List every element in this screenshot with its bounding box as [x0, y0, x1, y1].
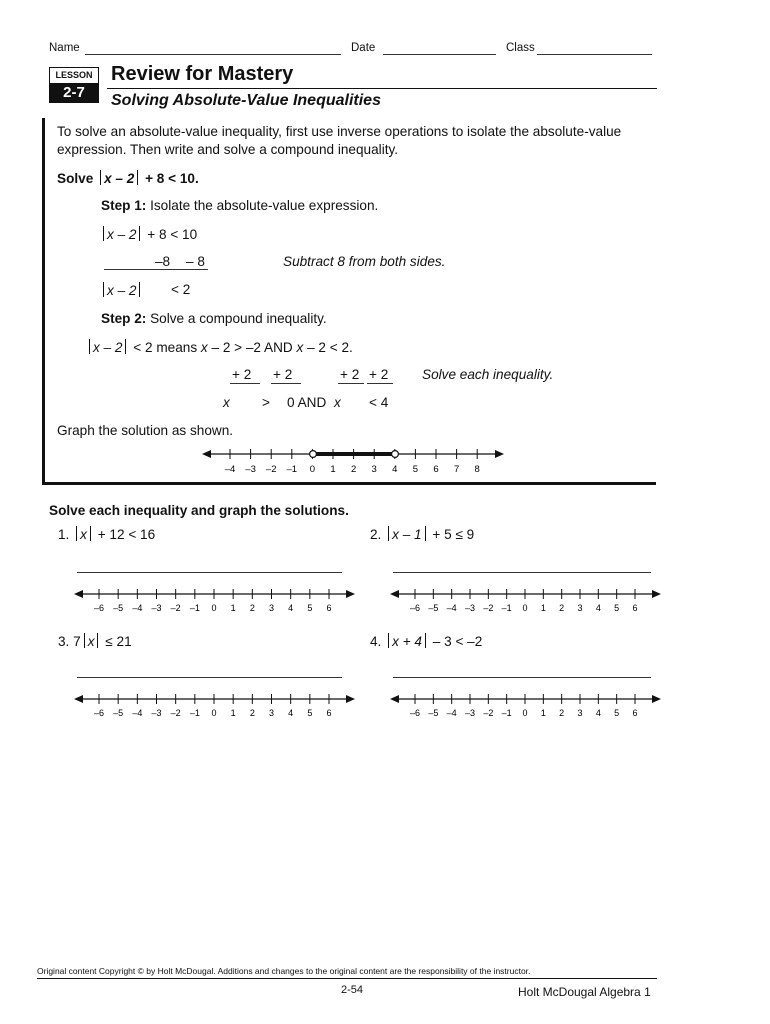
problem-1-number: 1.	[58, 527, 70, 542]
tick-label: –1	[501, 603, 512, 613]
arrow-left-icon	[74, 695, 83, 703]
step1-line1-inner: x – 2	[107, 227, 137, 242]
tick-label: –4	[446, 603, 457, 613]
tick-label: 0	[309, 464, 316, 475]
arrow-left-icon	[74, 590, 83, 598]
plus-underline-1	[230, 383, 260, 384]
problem-2-rest: + 5 ≤ 9	[432, 527, 475, 542]
arrow-right-icon	[652, 695, 661, 703]
tick-label: 0	[211, 603, 217, 613]
problem-2-inner: x – 1	[392, 527, 422, 542]
exercise-heading: Solve each inequality and graph the solutions.	[49, 503, 349, 518]
arrow-left-icon	[390, 590, 399, 598]
problem-3-inner: x	[87, 634, 95, 649]
tick-label: 1	[540, 708, 546, 718]
solve-word: Solve	[57, 171, 94, 186]
solve-example	[57, 170, 199, 186]
step1-minus-b: – 8	[186, 254, 205, 269]
step2-line1-a: < 2 means	[133, 340, 198, 355]
tick-label: 3	[577, 708, 583, 718]
tick-label: –2	[483, 603, 494, 613]
problem-2	[370, 526, 474, 542]
step2-line1-b: – 2 > –2 AND	[211, 340, 293, 355]
tick-label: 3	[371, 464, 377, 475]
tick-label: 6	[632, 708, 638, 718]
answer-line-2[interactable]	[393, 572, 651, 573]
problem-4-rest: – 3 < –2	[432, 634, 483, 649]
step2-line1-x2: x	[296, 340, 304, 355]
step2-line1-inner: x – 2	[93, 340, 123, 355]
step2-plus-1: + 2	[232, 367, 252, 382]
step2-line1-c: – 2 < 2.	[307, 340, 353, 355]
tick-label: –4	[446, 708, 457, 718]
problem-4	[370, 633, 482, 649]
tick-label: –4	[132, 603, 143, 613]
problem-3-rest: ≤ 21	[105, 634, 132, 649]
problem-1-inner: x	[80, 527, 87, 542]
tick-label: 1	[540, 603, 546, 613]
tick-label: –5	[113, 603, 124, 613]
step2-result-mid: 0 AND	[287, 395, 327, 410]
step1-label: Step 1:	[101, 198, 147, 213]
problem-3	[58, 633, 132, 649]
step2-note: Solve each inequality.	[422, 367, 554, 382]
tick-label: 1	[230, 603, 236, 613]
tick-label: –6	[409, 708, 421, 718]
problem-3-number: 3.	[58, 634, 70, 649]
problem-4-inner: x + 4	[392, 634, 422, 649]
number-line-3[interactable]	[72, 689, 357, 723]
example-box-bottom-border	[42, 482, 656, 485]
page-subtitle: Solving Absolute-Value Inequalities	[111, 92, 381, 109]
tick-label: 2	[350, 464, 357, 475]
tick-label: –2	[265, 464, 277, 475]
tick-label: –5	[428, 708, 439, 718]
tick-label: –5	[428, 603, 439, 613]
tick-label: 5	[307, 708, 313, 718]
tick-label: –4	[132, 708, 143, 718]
tick-label: 6	[632, 603, 638, 613]
plus-underline-4	[367, 383, 393, 384]
number-line-2[interactable]	[388, 584, 663, 618]
step1-note: Subtract 8 from both sides.	[283, 254, 446, 269]
step1-line1	[100, 226, 197, 242]
tick-label: 0	[211, 708, 217, 718]
page-number: 2-54	[341, 984, 364, 996]
intro-line-2: expression. Then write and solve a compound inequality.	[57, 142, 399, 157]
step1-line3	[100, 282, 143, 298]
class-blank[interactable]	[537, 41, 652, 55]
problem-3-coefficient: 7	[73, 634, 81, 649]
tick-label: 2	[559, 603, 565, 613]
tick-label: –4	[224, 464, 236, 475]
intro-line-1: To solve an absolute-value inequality, first use inverse operations to isolate the absolute-value	[57, 124, 622, 139]
problem-1	[58, 526, 155, 542]
solve-rest: + 8 < 10.	[145, 171, 199, 186]
step1-line3-inner: x – 2	[107, 283, 137, 298]
step1-text: Isolate the absolute-value expression.	[150, 198, 379, 213]
step1-underline	[104, 269, 208, 270]
arrow-right-icon	[346, 695, 355, 703]
tick-label: –6	[93, 603, 105, 613]
tick-label: 6	[433, 464, 439, 475]
answer-line-4[interactable]	[393, 677, 651, 678]
lesson-word: LESSON	[55, 70, 93, 80]
step2-label: Step 2:	[101, 311, 147, 326]
copyright-notice: Original content Copyright © by Holt McDougal. Additions and changes to the original content are the responsibility of the instructor.	[37, 966, 531, 976]
tick-label: 5	[307, 603, 313, 613]
answer-line-1[interactable]	[77, 572, 342, 573]
title-rule	[107, 88, 657, 89]
tick-label: –2	[170, 708, 181, 718]
tick-label: 6	[326, 603, 332, 613]
tick-label: 4	[288, 708, 294, 718]
tick-label: 3	[268, 708, 275, 718]
tick-label: 4	[288, 603, 294, 613]
tick-label: –6	[93, 708, 105, 718]
step2-result-x2: x	[334, 395, 341, 410]
solve-inner: x – 2	[104, 171, 135, 186]
tick-label: 2	[249, 708, 255, 718]
tick-label: –3	[245, 464, 256, 475]
tick-label: –6	[409, 603, 421, 613]
tick-label: –1	[189, 603, 200, 613]
step2-plus-2: + 2	[273, 367, 293, 382]
step1-line3-rest: < 2	[171, 282, 191, 297]
name-label: Name	[49, 42, 80, 54]
tick-label: –2	[483, 708, 494, 718]
date-label: Date	[351, 42, 376, 54]
tick-label: 4	[392, 464, 398, 475]
step2-line1	[86, 339, 353, 355]
tick-label: 5	[614, 708, 620, 718]
lesson-badge	[49, 67, 99, 103]
tick-label: 5	[412, 464, 419, 475]
problem-2-number: 2.	[370, 527, 382, 542]
problem-1-rest: + 12 < 16	[97, 527, 156, 542]
arrow-right-icon	[652, 590, 661, 598]
tick-label: –3	[464, 708, 476, 718]
tick-label: 8	[474, 464, 480, 475]
step1-minus-a: –8	[155, 254, 171, 269]
tick-label: 5	[614, 603, 620, 613]
tick-label: –1	[286, 464, 298, 475]
class-label: Class	[506, 42, 535, 54]
problem-4-number: 4.	[370, 634, 382, 649]
tick-label: 2	[249, 603, 255, 613]
arrow-right-icon	[495, 450, 504, 458]
tick-label: 7	[453, 464, 460, 475]
footer-rule	[37, 978, 657, 979]
number-line-4[interactable]	[388, 689, 663, 723]
step1-line1-rest: + 8 < 10	[147, 227, 198, 242]
tick-label: –5	[113, 708, 124, 718]
example-number-line	[200, 442, 505, 476]
example-box-left-border	[42, 118, 45, 484]
step2-result-lt: < 4	[369, 395, 389, 410]
plus-underline-3	[338, 383, 364, 384]
tick-label: 2	[559, 708, 565, 718]
tick-label: 4	[595, 603, 601, 613]
tick-label: –3	[464, 603, 476, 613]
tick-label: 3	[577, 603, 583, 613]
page-title: Review for Mastery	[111, 63, 294, 85]
tick-label: 3	[268, 603, 275, 613]
open-point-0	[310, 451, 317, 458]
arrow-left-icon	[390, 695, 399, 703]
tick-label: 6	[326, 708, 332, 718]
tick-label: 1	[330, 464, 336, 475]
tick-label: –3	[151, 708, 162, 718]
name-blank[interactable]	[85, 41, 341, 55]
open-point-4	[392, 451, 399, 458]
tick-label: –1	[501, 708, 512, 718]
step1-heading	[101, 198, 378, 213]
step2-line1-x1: x	[200, 340, 208, 355]
plus-underline-2	[271, 383, 301, 384]
arrow-right-icon	[346, 590, 355, 598]
step2-plus-4: + 2	[369, 367, 389, 382]
graph-instruction: Graph the solution as shown.	[57, 423, 234, 438]
tick-label: –2	[170, 603, 181, 613]
step2-result-gt: >	[262, 395, 270, 410]
tick-label: 4	[595, 708, 601, 718]
step2-heading	[101, 311, 327, 326]
tick-label: –3	[151, 603, 162, 613]
number-line-1[interactable]	[72, 584, 357, 618]
book-title: Holt McDougal Algebra 1	[518, 985, 651, 999]
tick-label: 0	[522, 708, 528, 718]
step2-text: Solve a compound inequality.	[150, 311, 327, 326]
tick-label: 0	[522, 603, 528, 613]
tick-label: –1	[189, 708, 200, 718]
lesson-number: 2-7	[50, 83, 98, 102]
step2-plus-3: + 2	[340, 367, 360, 382]
step2-result-x1: x	[223, 395, 230, 410]
tick-label: 1	[230, 708, 236, 718]
arrow-left-icon	[202, 450, 211, 458]
date-blank[interactable]	[383, 41, 496, 55]
answer-line-3[interactable]	[77, 677, 342, 678]
